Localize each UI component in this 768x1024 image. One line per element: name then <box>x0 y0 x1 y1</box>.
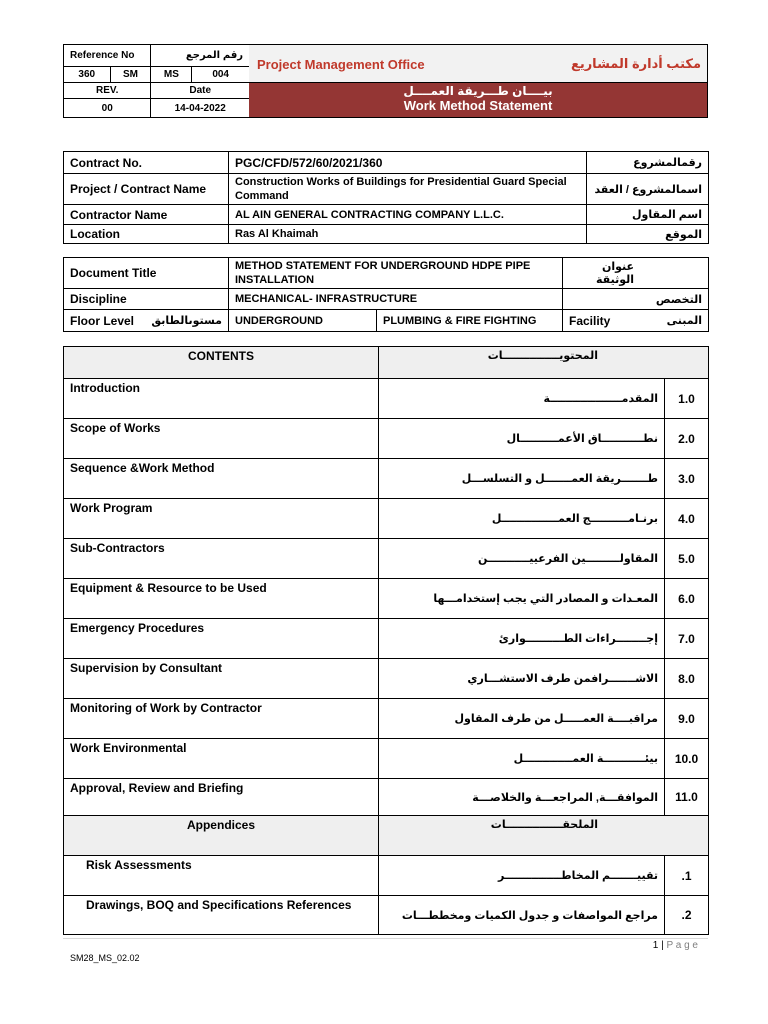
appendix-row <box>64 896 709 935</box>
header-reference-table <box>63 44 250 118</box>
facility-label: Facility <box>569 313 611 328</box>
contents-row <box>64 699 709 739</box>
project-name-label: Project / Contract Name <box>64 174 229 205</box>
location-label: Location <box>64 225 229 244</box>
contents-item-en: Introduction <box>64 379 379 419</box>
contents-item-ar: نطـــــــــــاق الأعمــــــــــال <box>379 419 665 459</box>
contents-item-number: 2.0 <box>665 419 709 459</box>
page-indicator <box>653 940 698 951</box>
pmo-banner <box>249 44 708 83</box>
contents-item-en: Work Environmental <box>64 739 379 779</box>
ref-part-3: MS <box>151 67 192 83</box>
contents-item-number: 4.0 <box>665 499 709 539</box>
wms-banner <box>249 83 708 118</box>
appendix-item-en: Risk Assessments <box>64 856 379 896</box>
contents-item-ar: مراقبــــة العمـــــل من طرف المقاول <box>379 699 665 739</box>
document-title-label: Document Title <box>64 258 229 289</box>
contents-item-en: Sequence &Work Method <box>64 459 379 499</box>
discipline-value: MECHANICAL- INFRASTRUCTURE <box>229 289 563 310</box>
contents-item-ar: إجــــــــراءات الطــــــــــوارئ <box>379 619 665 659</box>
contents-item-en: Emergency Procedures <box>64 619 379 659</box>
contents-item-ar: المقدمـــــــــــــــــــة <box>379 379 665 419</box>
contents-row <box>64 779 709 816</box>
contractor-name-label: Contractor Name <box>64 205 229 225</box>
reference-no-label: Reference No <box>64 45 151 67</box>
contents-item-ar: الاشـــــــرافمن طرف الاستشـــاري <box>379 659 665 699</box>
contents-item-en: Work Program <box>64 499 379 539</box>
contents-item-number: 5.0 <box>665 539 709 579</box>
contents-row <box>64 379 709 419</box>
document-info-table <box>63 257 709 332</box>
appendix-row <box>64 856 709 896</box>
project-name-value: Construction Works of Buildings for Presidential Guard Special Command <box>229 174 587 205</box>
appendix-item-number: .2 <box>665 896 709 935</box>
appendices-header-ar: الملحقـــــــــــــــات <box>379 816 709 856</box>
contents-item-ar: الموافقـــة, المراجعـــة والخلاصـــة <box>379 779 665 816</box>
project-name-label-ar: اسمالمشروع / العقد <box>587 174 709 205</box>
contents-row <box>64 659 709 699</box>
contents-item-ar: بيئـــــــــــة العمـــــــــــــل <box>379 739 665 779</box>
contractor-name-label-ar: اسم المقاول <box>587 205 709 225</box>
contents-item-ar: برنـامــــــــــج العمـــــــــــــــل <box>379 499 665 539</box>
reference-no-label-ar: رقم المرجع <box>151 45 250 67</box>
footer-rule <box>63 938 708 939</box>
facility-label-ar: المبنى <box>666 315 702 327</box>
date-value: 14-04-2022 <box>151 99 250 118</box>
contents-item-number: 11.0 <box>665 779 709 816</box>
page-number: 1 <box>652 940 659 951</box>
contractor-name-value: AL AIN GENERAL CONTRACTING COMPANY L.L.C. <box>229 205 587 225</box>
floor-level-value: UNDERGROUND <box>229 310 377 332</box>
pmo-title-en: Project Management Office <box>257 57 425 72</box>
contents-item-ar: طـــــــريقة العمـــــــل و التسلســـل <box>379 459 665 499</box>
contents-item-en: Sub-Contractors <box>64 539 379 579</box>
contents-row <box>64 419 709 459</box>
floor-level-label: Floor Level <box>70 313 135 328</box>
rev-value: 00 <box>64 99 151 118</box>
contents-item-number: 3.0 <box>665 459 709 499</box>
contents-row <box>64 579 709 619</box>
contents-header-ar: المحتويـــــــــــــــات <box>379 347 709 379</box>
wms-title-en: Work Method Statement <box>403 98 553 113</box>
contents-item-number: 6.0 <box>665 579 709 619</box>
contents-item-en: Monitoring of Work by Contractor <box>64 699 379 739</box>
contents-table <box>63 346 709 935</box>
contents-row <box>64 459 709 499</box>
contract-no-label: Contract No. <box>64 152 229 174</box>
contents-item-number: 9.0 <box>665 699 709 739</box>
contents-row <box>64 739 709 779</box>
contents-row <box>64 499 709 539</box>
discipline-label: Discipline <box>64 289 229 310</box>
contract-no-value: PGC/CFD/572/60/2021/360 <box>229 152 587 174</box>
discipline-label-ar: التخصص <box>563 289 709 310</box>
document-title-value: METHOD STATEMENT FOR UNDERGROUND HDPE PIPE INSTALLATION <box>229 258 563 289</box>
appendix-item-ar: مراجع المواصفات و جدول الكميات ومخططـــات <box>379 896 665 935</box>
contents-header-en: CONTENTS <box>64 347 379 379</box>
appendix-item-number: .1 <box>665 856 709 896</box>
ref-part-2: SM <box>110 67 151 83</box>
contents-item-en: Supervision by Consultant <box>64 659 379 699</box>
facility-cell <box>563 310 709 332</box>
contents-item-en: Equipment & Resource to be Used <box>64 579 379 619</box>
facility-value: PLUMBING & FIRE FIGHTING <box>377 310 563 332</box>
contents-item-number: 1.0 <box>665 379 709 419</box>
wms-title-ar: بيــــان طـــريقة العمــــل <box>403 84 553 98</box>
contents-item-en: Scope of Works <box>64 419 379 459</box>
contents-item-number: 8.0 <box>665 659 709 699</box>
page-word: P a g e <box>666 940 698 951</box>
contents-row <box>64 619 709 659</box>
location-value: Ras Al Khaimah <box>229 225 587 244</box>
page-separator: | <box>661 940 664 951</box>
contract-table <box>63 151 709 244</box>
appendices-header-en: Appendices <box>64 816 379 856</box>
appendix-item-ar: تقييـــــــم المخاطـــــــــــــــر <box>379 856 665 896</box>
document-title-label-ar: عنوان الوثيقة <box>563 258 709 289</box>
contents-item-number: 7.0 <box>665 619 709 659</box>
ref-part-1: 360 <box>64 67 111 83</box>
pmo-title-ar: مكتب أدارة المشاريع <box>570 56 701 71</box>
floor-level-cell <box>64 310 229 332</box>
ref-part-4: 004 <box>192 67 250 83</box>
date-label: Date <box>151 83 250 99</box>
appendix-item-en: Drawings, BOQ and Specifications References <box>64 896 379 935</box>
contents-row <box>64 539 709 579</box>
rev-label: REV. <box>64 83 151 99</box>
contents-item-en: Approval, Review and Briefing <box>64 779 379 816</box>
contents-item-number: 10.0 <box>665 739 709 779</box>
contents-item-ar: المعـدات و المصادر التي يجب إستخدامـــها <box>379 579 665 619</box>
contract-no-label-ar: رقمالمشروع <box>587 152 709 174</box>
document-code: SM28_MS_02.02 <box>70 953 140 963</box>
floor-level-label-ar: مستوىالطابق <box>151 315 222 327</box>
contents-item-ar: المقاولـــــــــين الفرعييـــــــــــن <box>379 539 665 579</box>
location-label-ar: الموقع <box>587 225 709 244</box>
